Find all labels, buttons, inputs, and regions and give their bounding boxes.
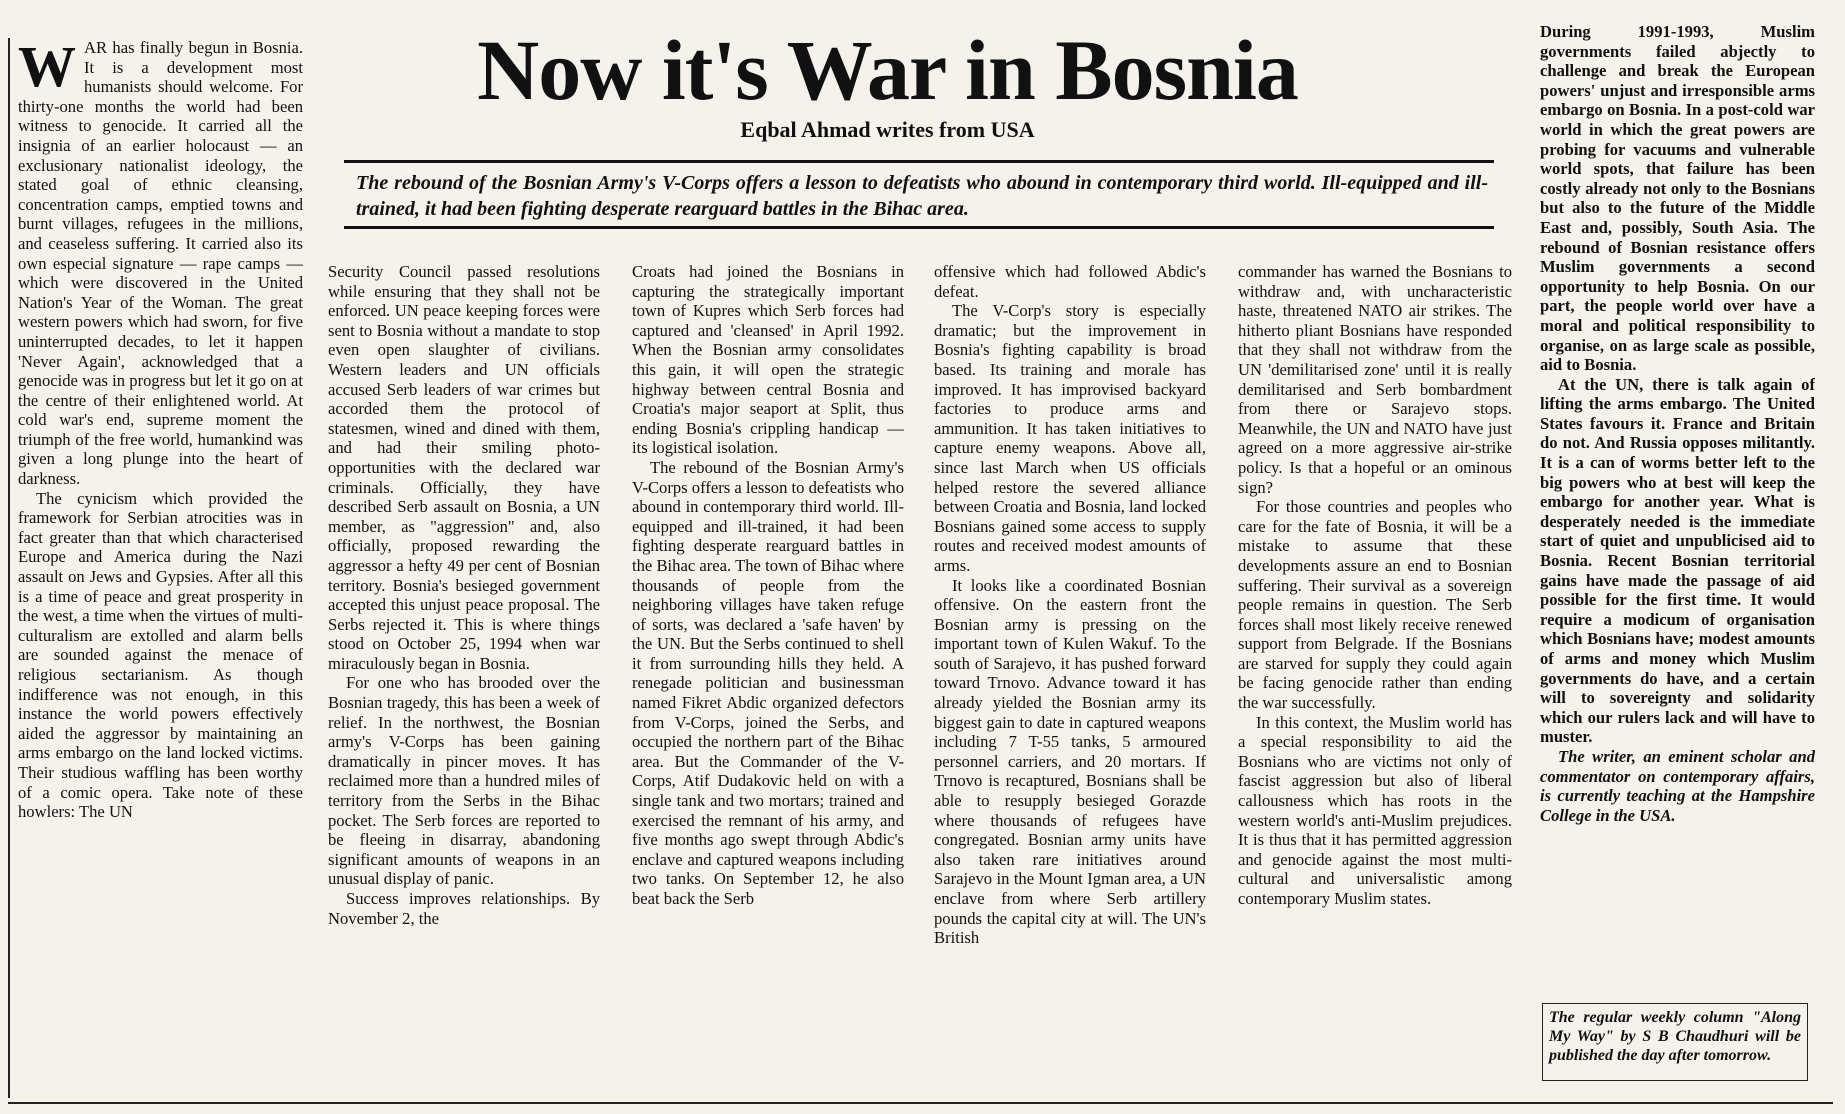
deck-summary: The rebound of the Bosnian Army's V-Corps offers a lesson to defeatists who abound in contemporary third world. Ill-equipped and ill-trained, it had been fighting desperate rearguard battles in the Bihac area. xyxy=(356,172,1488,220)
article-column-4 xyxy=(934,262,1206,1102)
paragraph: It looks like a coordinated Bosnian offensive. On the eastern front the Bosnian army is pressing on the important town of Kulen Wakuf. To the south of Sarajevo, it has pushed forward toward Trnovo. Advance toward it has already yielded the Bosnian army its biggest gain to date in captured weapons including 7 T-55 tanks, 5 armoured personnel carriers, and 20 mortars. If Trnovo is recaptured, Bosnians shall be able to resupply besieged Gorazde where thousands of refugees have congregated. Bosnian army units have also taken rare initiatives around Sarajevo in the Mount Igman area, a UN enclave from where Serb artillery pounds the capital city at will. The UN's British xyxy=(934,575,1206,948)
bottom-rule xyxy=(8,1102,1833,1104)
paragraph: For one who has brooded over the Bosnian tragedy, this has been a week of relief. In the northwest, the Bosnian army's V-Corps has been gaining dramatically in pincer moves. It has reclaimed more than a hundred miles of territory from the Serbs in the Bihac pocket. The Serb forces are reported to be fleeing in disarray, abandoning significant amounts of weapons in an unusual display of panic. xyxy=(328,673,600,889)
article-column-1 xyxy=(18,38,303,1100)
paragraph: The cynicism which provided the framework for Serbian atrocities was in fact greater than that which characterised Europe and America during the Nazi assault on Jews and Gypsies. After all this is a time of peace and great prosperity in the west, a time when the virtues of multi-culturalism are extolled and alarm bells are sounded against the menace of religious sectarianism. As though indifference was not enough, in this instance the world powers effectively aided the aggressor by maintaining an arms embargo on the land locked victims. Their studious waffling has been worthy of a comic opera. Take note of these howlers: The UN xyxy=(18,488,303,822)
deck-rule-top xyxy=(344,160,1494,163)
article-column-5 xyxy=(1238,262,1512,1102)
paragraph: For those countries and peoples who care for the fate of Bosnia, it will be a mistake to assume that these developments assure an end to Bosnian suffering. Their survival as a sovereign people remains in question. The Serb forces shall most likely receive renewed support from Belgrade. If the Bosnians are starved for supply they could again be facing genocide rather than ending the war successfully. xyxy=(1238,497,1512,713)
headline: Now it's War in Bosnia xyxy=(477,22,1298,118)
paragraph: commander has warned the Bosnians to withdraw and, with uncharacteristic haste, threatened NATO air strikes. The hitherto pliant Bosnians have responded that they shall not withdraw from the UN 'demilitarised zone' until it is really demilitarised and Serb bombardment from there or Sarajevo stops. Meanwhile, the UN and NATO have just agreed on a more aggressive air-strike policy. Is that a hopeful or an ominous sign? xyxy=(1238,262,1512,497)
article-column-2 xyxy=(328,262,600,1102)
paragraph: The rebound of the Bosnian Army's V-Corps offers a lesson to defeatists who abound in contemporary third world. Ill-equipped and ill-trained, it had been fighting desperate rearguard battles in the Bihac area. The town of Bihac where thousands of people from the neighboring villages have taken refuge of sorts, was declared a 'safe haven' by the UN. But the Serbs continued to shell it from surrounding hills they held. A renegade politician and businessman named Fikret Abdic organized defectors from V-Corps, joined the Serbs, and occupied the northern part of the Bihac area. But the Commander of the V-Corps, Atif Dudakovic held on with a single tank and two mortars; trained and exercised the remnant of his army, and five months ago swept through Abdic's enclave and captured weapons including two tanks. On September 12, he also beat back the Serb xyxy=(632,457,904,908)
paragraph: The V-Corp's story is especially dramatic; but the improvement in Bosnia's fighting capability is broad based. Its training and morale has improved. It has improvised backyard factories to produce arms and ammunition. It has taken initiatives to capture enemy weapons. Above all, since last March when US officials helped restore the severed alliance between Croatia and Bosnia, land locked Bosnians gained some access to supply routes and received modest amounts of arms. xyxy=(934,301,1206,575)
article-column-3 xyxy=(632,262,904,1102)
paragraph: Croats had joined the Bosnians in capturing the strategically important town of Kupres which Serb forces had captured and 'cleansed' in April 1992. When the Bosnian army consolidates this gain, it will open the strategic highway between central Bosnia and Croatia's major seaport at Split, thus ending Bosnia's crippling handicap — its logistical isolation. xyxy=(632,262,904,458)
left-column-rule xyxy=(8,38,10,1098)
paragraph: Security Council passed resolutions while ensuring that they shall not be enforced. UN peace keeping forces were sent to Bosnia without a mandate to stop even open slaughter of civilians. Western leaders and UN officials accused Serb leaders of war crimes but accorded them the protocol of statesmen, wined and dined with them, and had their smiling photo-opportunities with the declared war criminals. Officially, they have described Serb assault on Bosnia, a UN member, as "aggression" and, also officially, proposed rewarding the aggressor a hefty 49 per cent of Bosnian territory. Bosnia's besieged government accepted this unjust peace proposal. The Serbs rejected it. This is where things stood on October 25, 1994 when war miraculously began in Bosnia. xyxy=(328,262,600,673)
paragraph: Success improves relationships. By November 2, the xyxy=(328,889,600,928)
paragraph: In this context, the Muslim world has a special responsibility to aid the Bosnians who are victims not only of fascist aggression but also of liberal callousness which has roots in the western world's anti-Muslim prejudices. It is thus that it has permitted aggression and genocide against the most multi-cultural and universalistic among contemporary Muslim states. xyxy=(1238,712,1512,908)
article-column-6 xyxy=(1540,22,1815,1032)
paragraph: At the UN, there is talk again of lifting the arms embargo. The United States favours it. France and Britain do not. And Russia opposes militantly. It is a can of worms better left to the big powers who at best will keep the embargo for another year. What is desperately needed is the immediate start of quiet and unpublicised aid to Bosnia. Recent Bosnian territorial gains have made the passage of aid possible for the first time. It would require a modicum of organisation which Bosnians have; modest amounts of arms and money which Muslim governments do have, and a certain will to sovereignty and solidarity which our rulers lack and will have to muster. xyxy=(1540,374,1815,747)
column-notice-box: The regular weekly column "Along My Way" by S B Chaudhuri will be published the day after tomorrow. xyxy=(1542,1003,1808,1081)
byline: Eqbal Ahmad writes from USA xyxy=(740,117,1035,142)
paragraph: During 1991-1993, Muslim governments failed abjectly to challenge and break the European powers' unjust and irresponsible arms embargo on Bosnia. In a post-cold war world in which the great powers are probing for vacuums and vulnerable world spots, that failure has been costly already not only to the Bosnians but also to the future of the Middle East and, possibly, South Asia. The rebound of Bosnian resistance offers Muslim governments a second opportunity to help Bosnia. On our part, the people world over have a moral and political responsibility to organise, on as large scale as possible, aid to Bosnia. xyxy=(1540,22,1815,375)
author-note: The writer, an eminent scholar and commentator on contemporary affairs, is currently teaching at the Hampshire College in the USA. xyxy=(1540,746,1815,825)
paragraph: AR has finally begun in Bosnia. It is a development most humanists should welcome. For thirty-one months the world had been witness to genocide. It carried all the insignia of an earlier holocaust — an exclusionary nationalist ideology, the stated goal of ethnic cleansing, concentration camps, emptied towns and burnt villages, refugees in the millions, and ceaseless suffering. It carried also its own especial signature — rape camps — which were discovered in the United Nation's Year of the Woman. The great western powers which had sworn, for five uninterrupted decades, to let it happen 'Never Again', acknowledged that a genocide was in progress but let it go on at the centre of their enlightened world. At cold war's end, supreme moment the triumph of the free world, humankind was given a long plunge into the heart of darkness. xyxy=(18,38,303,489)
deck-rule-bottom xyxy=(344,226,1494,229)
drop-cap: W xyxy=(18,38,76,99)
paragraph: offensive which had followed Abdic's defeat. xyxy=(934,262,1206,301)
